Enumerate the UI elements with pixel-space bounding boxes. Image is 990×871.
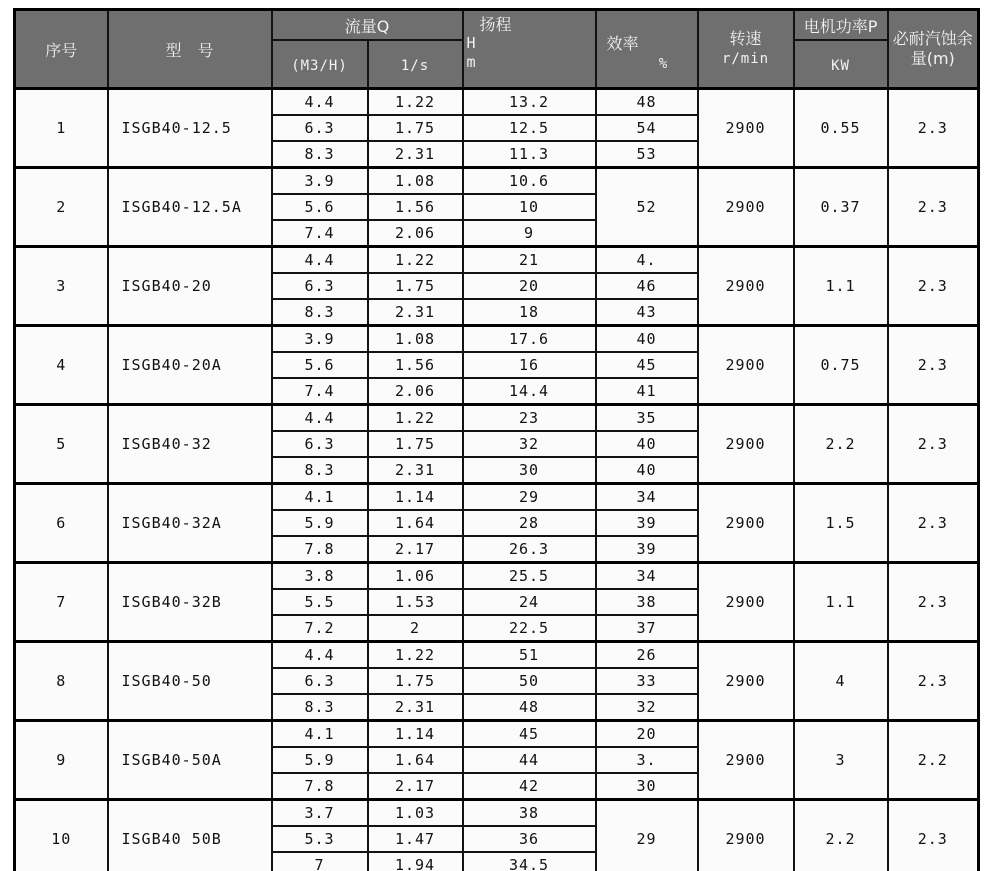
table-row	[15, 326, 979, 353]
cell-power: 3	[794, 721, 888, 800]
cell-flow-ls: 1.94	[368, 852, 463, 871]
cell-npsh: 2.2	[888, 721, 979, 800]
header-head	[463, 10, 596, 89]
header-npsh-line2: 量(m)	[910, 49, 955, 68]
cell-model: ISGB40-50	[108, 642, 272, 721]
cell-head: 36	[463, 826, 596, 852]
cell-head: 17.6	[463, 326, 596, 353]
cell-head: 10	[463, 194, 596, 220]
cell-npsh: 2.3	[888, 405, 979, 484]
cell-flow-m3h: 8.3	[272, 457, 368, 484]
table-row	[15, 89, 979, 116]
cell-serial: 6	[15, 484, 108, 563]
cell-head: 14.4	[463, 378, 596, 405]
cell-flow-m3h: 7.8	[272, 536, 368, 563]
cell-flow-ls: 1.53	[368, 589, 463, 615]
cell-npsh: 2.3	[888, 642, 979, 721]
cell-flow-ls: 1.08	[368, 168, 463, 195]
cell-flow-m3h: 5.6	[272, 194, 368, 220]
cell-model: ISGB40-32B	[108, 563, 272, 642]
header-efficiency	[596, 10, 698, 89]
cell-flow-m3h: 7.8	[272, 773, 368, 800]
cell-flow-ls: 1.22	[368, 247, 463, 274]
cell-flow-ls: 2.31	[368, 457, 463, 484]
table-row	[15, 405, 979, 432]
cell-head: 16	[463, 352, 596, 378]
cell-head: 25.5	[463, 563, 596, 590]
cell-flow-m3h: 6.3	[272, 273, 368, 299]
cell-model: ISGB40-32A	[108, 484, 272, 563]
cell-efficiency: 48	[596, 89, 698, 116]
cell-head: 51	[463, 642, 596, 669]
cell-head: 11.3	[463, 141, 596, 168]
cell-efficiency: 46	[596, 273, 698, 299]
cell-efficiency: 33	[596, 668, 698, 694]
cell-head: 45	[463, 721, 596, 748]
cell-flow-m3h: 4.4	[272, 642, 368, 669]
cell-model: ISGB40-12.5A	[108, 168, 272, 247]
cell-model: ISGB40 50B	[108, 800, 272, 871]
table-row	[15, 484, 979, 511]
cell-efficiency: 32	[596, 694, 698, 721]
cell-flow-ls: 1.47	[368, 826, 463, 852]
table-body	[15, 89, 979, 871]
cell-power: 0.55	[794, 89, 888, 168]
header-head-symbol: H	[466, 34, 476, 52]
cell-flow-m3h: 4.1	[272, 484, 368, 511]
cell-npsh: 2.3	[888, 326, 979, 405]
cell-power: 2.2	[794, 405, 888, 484]
cell-flow-m3h: 4.4	[272, 247, 368, 274]
cell-head: 12.5	[463, 115, 596, 141]
header-flow-m3h	[272, 40, 368, 89]
cell-speed: 2900	[698, 484, 794, 563]
cell-flow-ls: 1.75	[368, 431, 463, 457]
table-row	[15, 563, 979, 590]
header-speed-unit: r/min	[721, 51, 770, 67]
cell-flow-ls: 2.31	[368, 694, 463, 721]
cell-head: 32	[463, 431, 596, 457]
cell-flow-ls: 1.75	[368, 273, 463, 299]
cell-model: ISGB40-20	[108, 247, 272, 326]
cell-speed: 2900	[698, 563, 794, 642]
cell-flow-ls: 1.64	[368, 510, 463, 536]
cell-head: 29	[463, 484, 596, 511]
cell-flow-m3h: 7	[272, 852, 368, 871]
cell-flow-m3h: 5.9	[272, 510, 368, 536]
cell-flow-m3h: 8.3	[272, 299, 368, 326]
cell-speed: 2900	[698, 642, 794, 721]
cell-speed: 2900	[698, 89, 794, 168]
cell-efficiency: 30	[596, 773, 698, 800]
cell-power: 4	[794, 642, 888, 721]
cell-serial: 3	[15, 247, 108, 326]
cell-serial: 4	[15, 326, 108, 405]
header-head-label: 扬程	[479, 15, 512, 34]
cell-serial: 5	[15, 405, 108, 484]
header-efficiency-unit: %	[658, 56, 669, 72]
cell-flow-ls: 1.03	[368, 800, 463, 827]
cell-flow-ls: 2.06	[368, 378, 463, 405]
cell-efficiency: 34	[596, 484, 698, 511]
header-flow-ls-label: 1/s	[400, 57, 430, 74]
table-row	[15, 247, 979, 274]
cell-flow-m3h: 3.9	[272, 326, 368, 353]
header-flow-ls	[368, 40, 463, 89]
cell-flow-ls: 1.14	[368, 721, 463, 748]
cell-npsh: 2.3	[888, 89, 979, 168]
cell-head: 28	[463, 510, 596, 536]
cell-power: 1.5	[794, 484, 888, 563]
cell-npsh: 2.3	[888, 247, 979, 326]
cell-flow-m3h: 6.3	[272, 115, 368, 141]
cell-flow-ls: 1.08	[368, 326, 463, 353]
header-flow-group-label: 流量Q	[344, 16, 390, 36]
table-row	[15, 800, 979, 827]
header-power-kw-label: KW	[831, 57, 850, 74]
cell-flow-m3h: 5.9	[272, 747, 368, 773]
table-header	[15, 10, 979, 89]
cell-efficiency: 4.	[596, 247, 698, 274]
cell-efficiency: 45	[596, 352, 698, 378]
cell-flow-ls: 1.22	[368, 405, 463, 432]
cell-power: 2.2	[794, 800, 888, 871]
cell-model: ISGB40-20A	[108, 326, 272, 405]
cell-flow-m3h: 8.3	[272, 141, 368, 168]
cell-model: ISGB40-50A	[108, 721, 272, 800]
cell-power: 0.37	[794, 168, 888, 247]
cell-flow-ls: 1.06	[368, 563, 463, 590]
cell-flow-ls: 1.56	[368, 352, 463, 378]
table-row	[15, 642, 979, 669]
cell-serial: 2	[15, 168, 108, 247]
header-flow-m3h-label: (M3/H)	[291, 57, 348, 74]
cell-serial: 9	[15, 721, 108, 800]
cell-flow-m3h: 4.4	[272, 89, 368, 116]
cell-serial: 1	[15, 89, 108, 168]
cell-flow-ls: 1.75	[368, 668, 463, 694]
cell-head: 44	[463, 747, 596, 773]
cell-flow-ls: 1.75	[368, 115, 463, 141]
cell-power: 0.75	[794, 326, 888, 405]
cell-head: 10.6	[463, 168, 596, 195]
cell-speed: 2900	[698, 168, 794, 247]
cell-serial: 8	[15, 642, 108, 721]
cell-flow-m3h: 5.3	[272, 826, 368, 852]
cell-efficiency: 38	[596, 589, 698, 615]
cell-flow-m3h: 3.7	[272, 800, 368, 827]
cell-efficiency: 39	[596, 510, 698, 536]
cell-flow-m3h: 6.3	[272, 431, 368, 457]
header-head-unit: m	[466, 53, 476, 71]
header-flow-group	[272, 10, 463, 41]
cell-flow-ls: 2.17	[368, 773, 463, 800]
cell-efficiency: 35	[596, 405, 698, 432]
cell-efficiency: 34	[596, 563, 698, 590]
header-power-kw	[794, 40, 888, 89]
cell-flow-m3h: 4.4	[272, 405, 368, 432]
cell-efficiency: 3.	[596, 747, 698, 773]
cell-efficiency: 43	[596, 299, 698, 326]
cell-head: 21	[463, 247, 596, 274]
cell-flow-m3h: 7.2	[272, 615, 368, 642]
cell-efficiency: 37	[596, 615, 698, 642]
cell-head: 34.5	[463, 852, 596, 871]
header-npsh-line1: 必耐汽蚀余	[892, 29, 973, 48]
cell-flow-ls: 2.17	[368, 536, 463, 563]
cell-flow-ls: 1.22	[368, 642, 463, 669]
cell-head: 20	[463, 273, 596, 299]
cell-head: 18	[463, 299, 596, 326]
cell-flow-m3h: 4.1	[272, 721, 368, 748]
header-model	[108, 10, 272, 89]
cell-efficiency: 52	[596, 168, 698, 247]
cell-flow-m3h: 3.9	[272, 168, 368, 195]
cell-flow-ls: 1.22	[368, 89, 463, 116]
cell-head: 24	[463, 589, 596, 615]
cell-efficiency: 26	[596, 642, 698, 669]
cell-speed: 2900	[698, 800, 794, 871]
cell-flow-m3h: 7.4	[272, 378, 368, 405]
cell-efficiency: 29	[596, 800, 698, 871]
header-model-label: 型 号	[165, 40, 214, 60]
cell-efficiency: 40	[596, 326, 698, 353]
cell-head: 50	[463, 668, 596, 694]
cell-serial: 10	[15, 800, 108, 871]
cell-head: 13.2	[463, 89, 596, 116]
header-power-group-label: 电机功率P	[803, 16, 878, 36]
header-npsh	[888, 10, 979, 89]
cell-power: 1.1	[794, 247, 888, 326]
pump-spec-table	[13, 8, 980, 871]
cell-flow-m3h: 5.5	[272, 589, 368, 615]
cell-efficiency: 53	[596, 141, 698, 168]
header-serial	[15, 10, 108, 89]
cell-npsh: 2.3	[888, 800, 979, 871]
cell-speed: 2900	[698, 721, 794, 800]
cell-flow-ls: 2.31	[368, 141, 463, 168]
cell-flow-m3h: 8.3	[272, 694, 368, 721]
cell-efficiency: 20	[596, 721, 698, 748]
cell-model: ISGB40-12.5	[108, 89, 272, 168]
header-serial-label: 序号	[45, 40, 78, 60]
cell-efficiency: 54	[596, 115, 698, 141]
cell-head: 48	[463, 694, 596, 721]
cell-head: 9	[463, 220, 596, 247]
cell-efficiency: 40	[596, 431, 698, 457]
cell-flow-m3h: 7.4	[272, 220, 368, 247]
cell-head: 23	[463, 405, 596, 432]
cell-flow-m3h: 5.6	[272, 352, 368, 378]
cell-flow-m3h: 6.3	[272, 668, 368, 694]
cell-efficiency: 41	[596, 378, 698, 405]
cell-speed: 2900	[698, 405, 794, 484]
cell-head: 26.3	[463, 536, 596, 563]
cell-npsh: 2.3	[888, 484, 979, 563]
cell-npsh: 2.3	[888, 168, 979, 247]
cell-head: 38	[463, 800, 596, 827]
cell-power: 1.1	[794, 563, 888, 642]
cell-flow-ls: 1.56	[368, 194, 463, 220]
cell-npsh: 2.3	[888, 563, 979, 642]
cell-flow-ls: 1.14	[368, 484, 463, 511]
table-row	[15, 168, 979, 195]
cell-head: 42	[463, 773, 596, 800]
cell-efficiency: 40	[596, 457, 698, 484]
cell-flow-m3h: 3.8	[272, 563, 368, 590]
cell-flow-ls: 1.64	[368, 747, 463, 773]
header-speed	[698, 10, 794, 89]
cell-flow-ls: 2	[368, 615, 463, 642]
cell-efficiency: 39	[596, 536, 698, 563]
cell-speed: 2900	[698, 326, 794, 405]
header-power-group	[794, 10, 888, 41]
cell-speed: 2900	[698, 247, 794, 326]
header-efficiency-label: 效率	[606, 34, 639, 53]
cell-serial: 7	[15, 563, 108, 642]
header-speed-label: 转速	[729, 29, 762, 48]
cell-flow-ls: 2.31	[368, 299, 463, 326]
table-row	[15, 721, 979, 748]
cell-head: 30	[463, 457, 596, 484]
cell-model: ISGB40-32	[108, 405, 272, 484]
cell-flow-ls: 2.06	[368, 220, 463, 247]
cell-head: 22.5	[463, 615, 596, 642]
